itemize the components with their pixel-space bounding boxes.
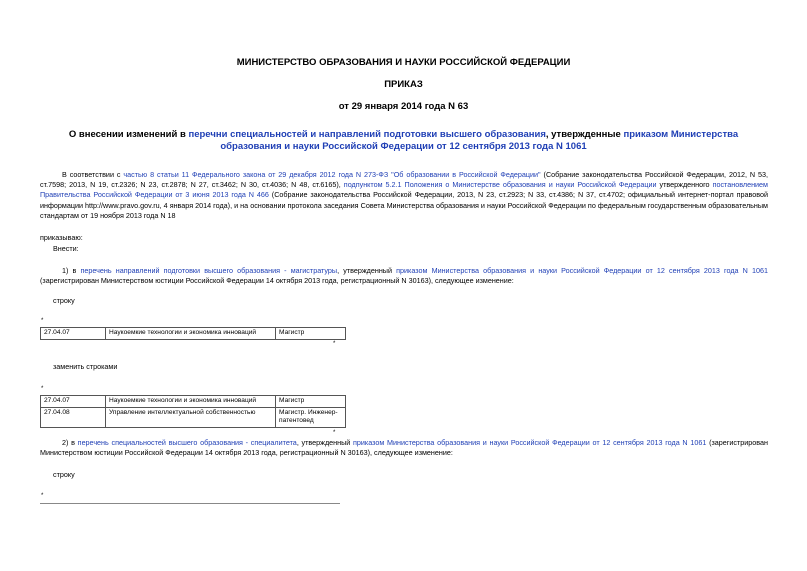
- table-row-old: [40, 327, 346, 340]
- bullet-marker: *: [41, 318, 44, 324]
- preamble-text-3: утвержденного: [656, 180, 713, 190]
- item1-link-master-list[interactable]: перечень направлений подготовки высшего образования - магистратуры: [80, 266, 338, 275]
- item1-text-1: 1) в: [62, 266, 81, 275]
- table-row: [41, 407, 346, 427]
- table-cell-qualification: Магистр: [276, 396, 346, 408]
- table-cell-code: 27.04.07: [41, 328, 106, 340]
- preamble-text-4: (Собрание законодательства Российской Федерации, 2013, N 23, ст.2923; N 33, ст.4386; N 37, ст.4702; официальный интернет-портал правовой информации http://www.pravo.gov.ru, 4 января 2014 года), и на основании протокола заседания Совета Министерства образования и науки Российской Федерации по федеральным государственным образовательным стандартам от 19 ноября 2013 года N 18: [40, 190, 768, 220]
- table-cell-name: Управление интеллектуальной собственностью: [106, 407, 276, 427]
- item2-text-1: 2) в: [62, 438, 78, 447]
- table-cell-name: Наукоемкие технологии и экономика инноваций: [106, 328, 276, 340]
- preamble-link-regulation[interactable]: подпунктом 5.2.1 Положения о Министерстве образования и науки Российской Федерации: [343, 180, 657, 190]
- introduce-word: Внести:: [53, 244, 79, 253]
- preamble-link-resolution-466[interactable]: постановлением Правительства Российской Федерации от 3 июня 2013 года N 466: [40, 180, 768, 200]
- title-link-order-1061[interactable]: приказом Министерства образования и науки Российской Федерации от 12 сентября 2013 года N 1061: [220, 129, 739, 152]
- item1-text-2: , утвержденный: [337, 266, 397, 275]
- item2-text-3: (зарегистрирован Министерством юстиции Российской Федерации 14 октября 2013 года, регистрационный N 30163), следующее изменение:: [40, 438, 768, 458]
- table-cell-qualification: Магистр: [276, 328, 346, 340]
- table-cell-code: 27.04.08: [41, 407, 106, 427]
- item-2-paragraph: [40, 438, 768, 458]
- bullet-marker: *: [41, 386, 44, 392]
- item2-link-specialist-list[interactable]: перечень специальностей высшего образования - специалитета: [77, 438, 297, 447]
- item1-link-order-1061[interactable]: приказом Министерства образования и науки Российской Федерации от 12 сентября 2013 года N 1061: [396, 266, 769, 275]
- row-word-2: строку: [53, 470, 75, 479]
- preamble-paragraph: [40, 170, 768, 221]
- doc-date-heading: от 29 января 2014 года N 63: [338, 101, 469, 112]
- table-cell-name: Наукоемкие технологии и экономика инноваций: [106, 396, 276, 408]
- preamble-text-2: (Собрание законодательства Российской Федерации, 2012, N 53, ст.7598; 2013, N 19, ст.2326; N 23, ст.2878; N 27, ст.3462; N 30, ст.4036; N 48, ст.6165),: [40, 170, 769, 190]
- document-title: [40, 129, 767, 153]
- bullet-marker: *: [333, 341, 336, 347]
- table-top-border: [40, 503, 340, 504]
- title-link-lists[interactable]: перечни специальностей и направлений подготовки высшего образования: [188, 129, 546, 140]
- bullet-marker: *: [333, 430, 336, 436]
- table-cell-code: 27.04.07: [41, 396, 106, 408]
- bullet-marker: *: [41, 493, 44, 499]
- row-word-1: строку: [53, 296, 75, 305]
- preamble-text-1: В соответствии с: [62, 170, 124, 179]
- order-word: приказываю:: [40, 233, 83, 242]
- item2-text-2: , утвержденный: [296, 438, 354, 447]
- table-cell-qualification: Магистр. Инженер-патентовед: [276, 407, 346, 427]
- table-rows-new: [40, 395, 346, 428]
- ministry-heading: МИНИСТЕРСТВО ОБРАЗОВАНИЯ И НАУКИ РОССИЙСКОЙ ФЕДЕРАЦИИ: [236, 57, 571, 68]
- item1-text-3: (зарегистрирован Министерством юстиции Российской Федерации 14 октября 2013 года, регистрационный N 30163), следующее изменение:: [40, 276, 514, 286]
- replace-with-rows: заменить строками: [53, 362, 118, 371]
- table-row: [41, 328, 346, 340]
- title-text-1: О внесении изменений в: [68, 129, 189, 140]
- preamble-link-law-273[interactable]: частью 8 статьи 11 Федерального закона от 29 декабря 2012 года N 273-ФЗ "Об образовании в Российской Федерации": [123, 170, 541, 179]
- title-text-2: , утвержденные: [545, 129, 624, 140]
- item-1-paragraph: [40, 266, 768, 286]
- item2-link-order-1061[interactable]: приказом Министерства образования и науки Российской Федерации от 12 сентября 2013 года N 1061: [353, 438, 707, 447]
- table-row: [41, 396, 346, 408]
- doc-type-heading: ПРИКАЗ: [384, 79, 423, 90]
